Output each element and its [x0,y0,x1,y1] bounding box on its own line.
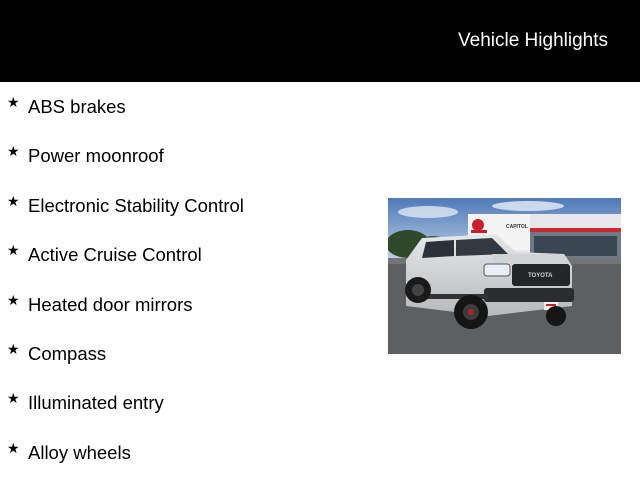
star-icon: ★ [7,439,20,456]
list-item [0,189,380,238]
feature-label: Illuminated entry [28,392,164,414]
list-item [0,238,380,287]
star-icon: ★ [7,242,20,259]
list-item [0,139,380,188]
dealer-sign: CAPITOL [506,224,528,230]
feature-label: Heated door mirrors [28,293,193,315]
feature-label: Compass [28,342,107,364]
feature-list [0,90,380,485]
star-icon: ★ [7,340,20,357]
star-icon: ★ [7,94,20,110]
feature-label: Power moonroof [28,145,164,167]
star-icon: ★ [7,291,20,308]
star-icon: ★ [7,143,20,160]
feature-label: Electronic Stability Control [28,194,244,216]
feature-label: Active Cruise Control [28,244,202,266]
feature-label: Alloy wheels [28,441,131,463]
feature-label: ABS brakes [28,96,126,117]
star-icon: ★ [7,192,20,209]
page-title: Vehicle Highlights [458,30,608,51]
list-item [0,337,380,386]
header-bar [0,0,640,82]
list-item [0,288,380,337]
list-item [0,386,380,435]
grille-text: TOYOTA [528,273,553,279]
list-item [0,90,380,139]
vehicle-photo [388,198,621,354]
list-item [0,436,380,485]
star-icon: ★ [7,390,20,407]
